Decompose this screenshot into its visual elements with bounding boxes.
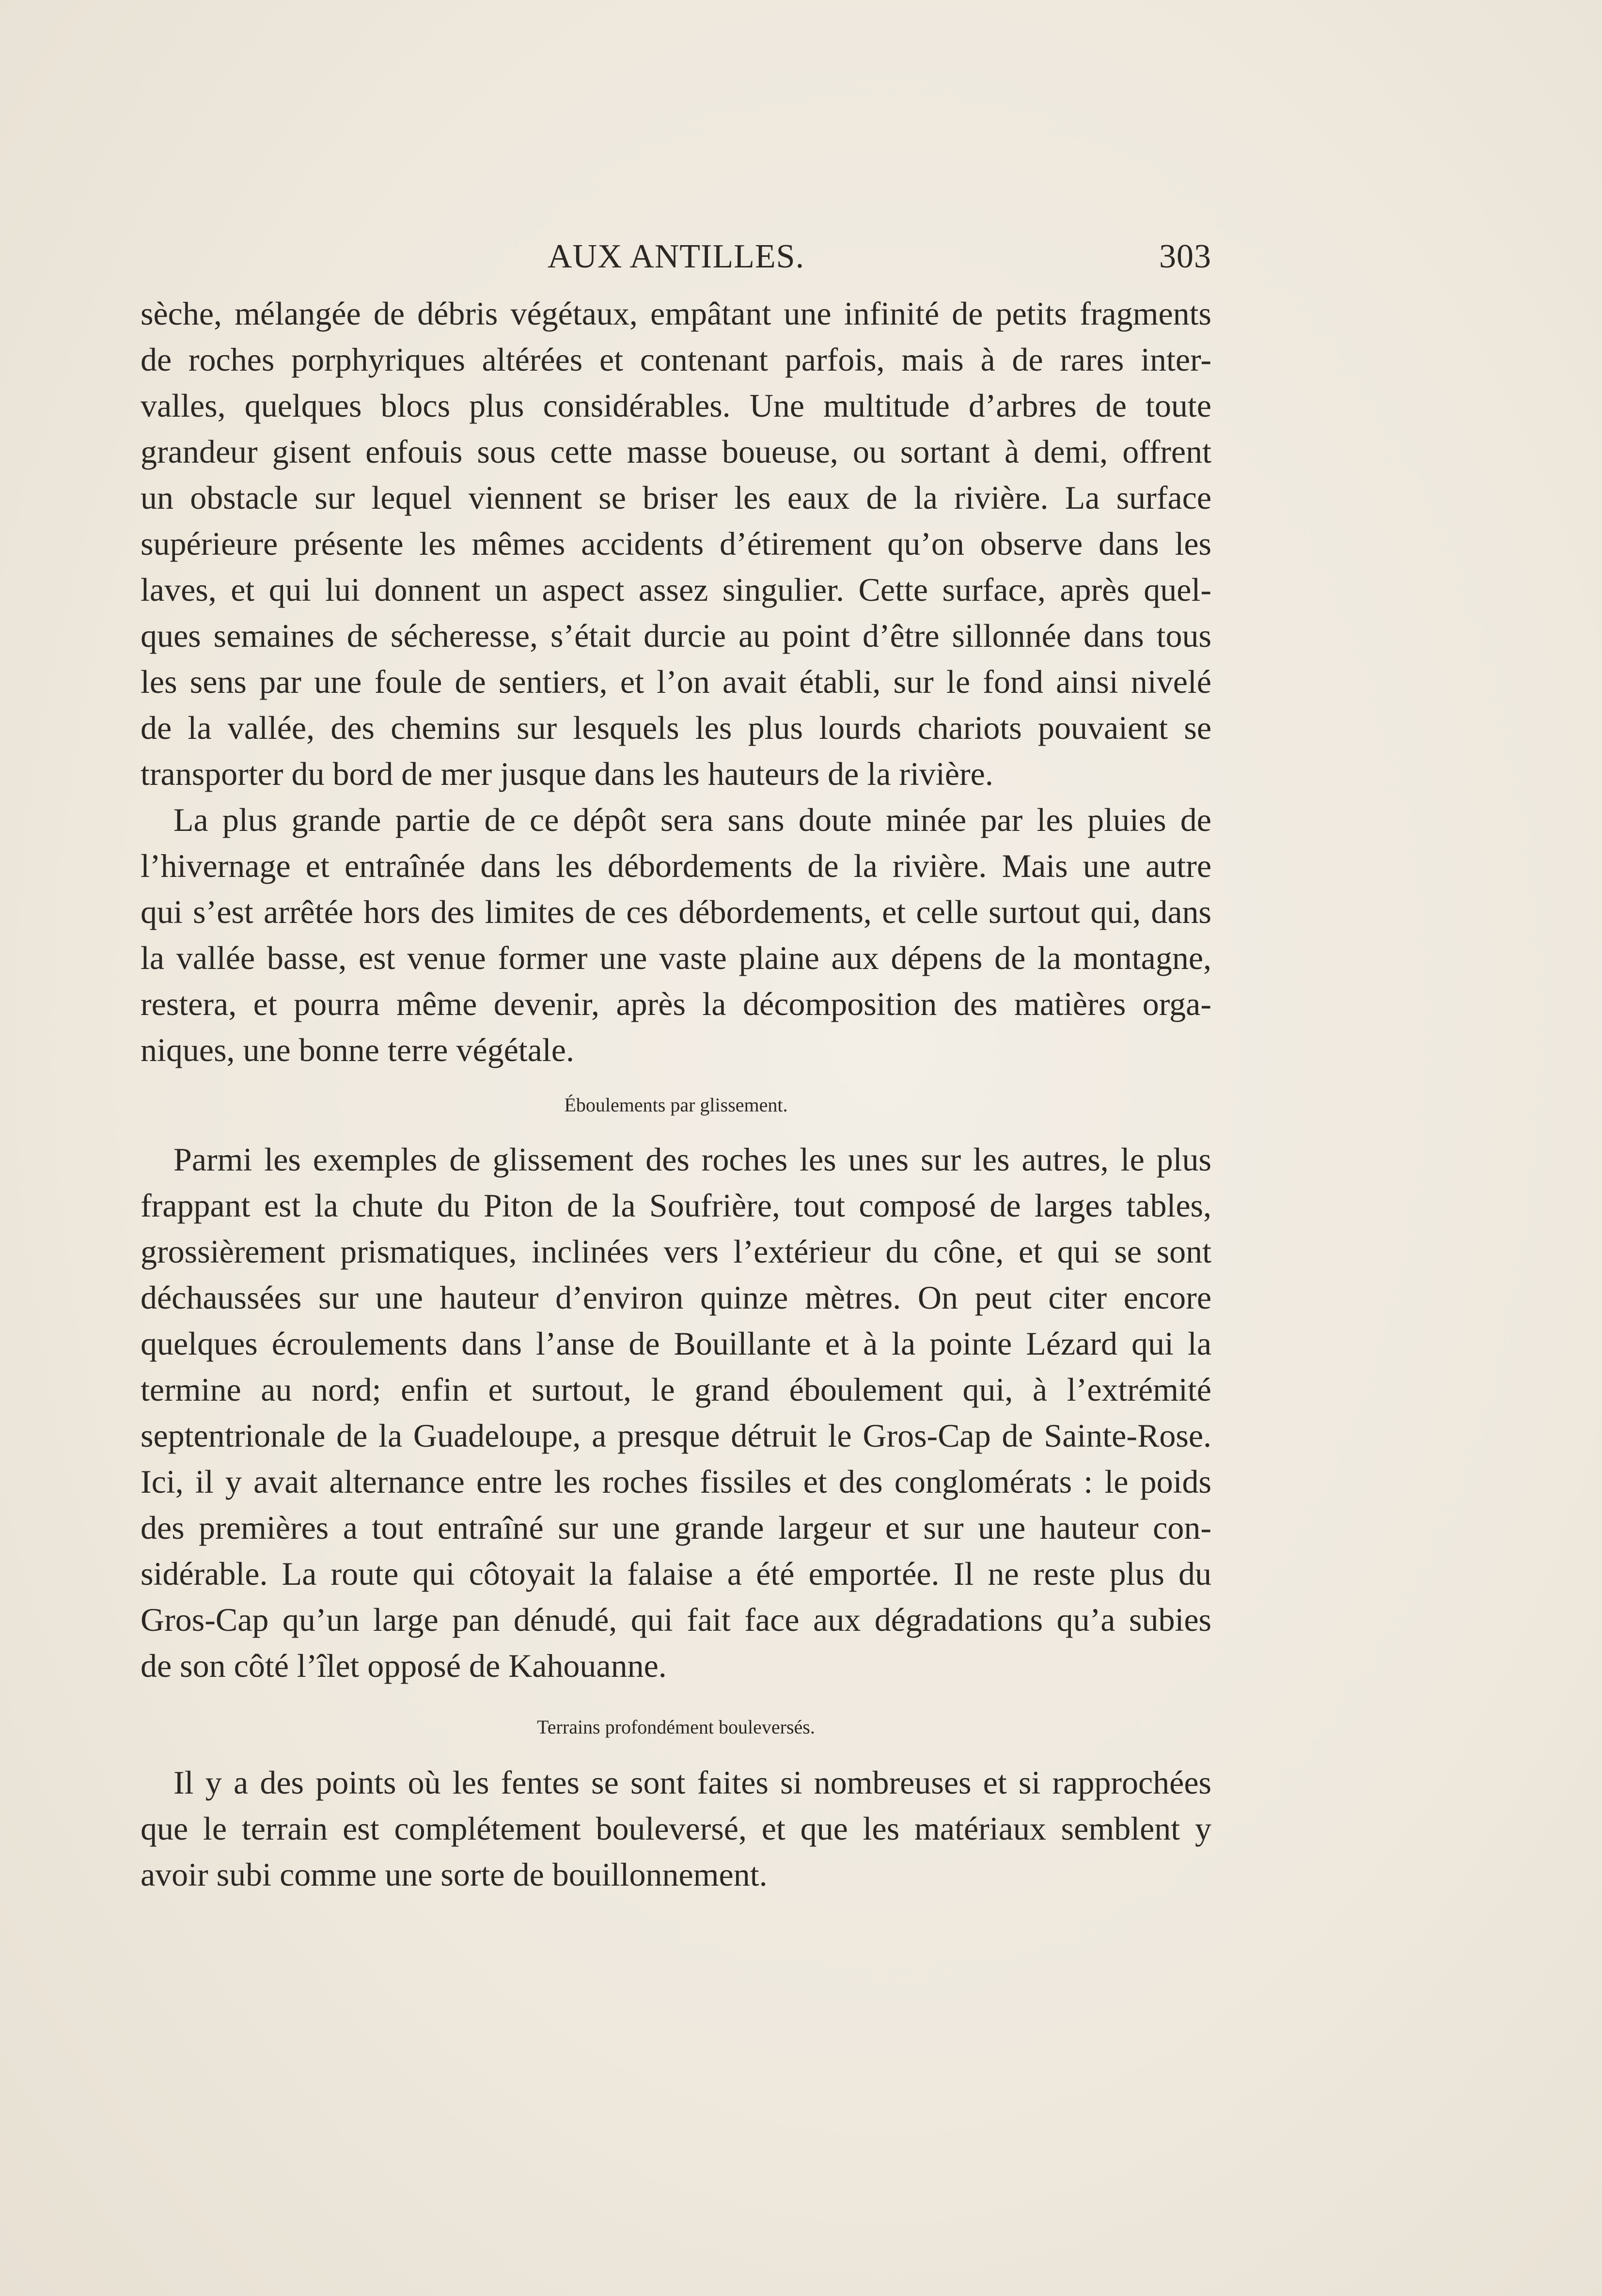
text-line: grossièrement prismatiques, inclinées vers l’extérieur du cône, et qui se sont <box>141 1233 1211 1270</box>
section-heading-eboulements: Éboulements par glissement. <box>564 1094 788 1116</box>
text-line: Ici, il y avait alternance entre les roches fissiles et des conglomérats : le poids <box>141 1463 1211 1500</box>
text-line: la vallée basse, est venue former une vaste plaine aux dépens de la montagne, <box>141 939 1211 976</box>
text-line: Il y a des points où les fentes se sont faites si nombreuses et si rapprochées <box>173 1764 1211 1801</box>
text-line: sèche, mélangée de débris végétaux, empâtant une infinité de petits fragments <box>141 295 1211 332</box>
text-line: transporter du bord de mer jusque dans les hauteurs de la rivière. <box>141 755 993 792</box>
text-line: qui s’est arrêtée hors des limites de ces débordements, et celle surtout qui, dans <box>141 893 1211 930</box>
text-line: déchaussées sur une hauteur d’environ quinze mètres. On peut citer encore <box>141 1279 1211 1316</box>
text-line: Parmi les exemples de glissement des roches les unes sur les autres, le plus <box>173 1141 1211 1178</box>
text-line: restera, et pourra même devenir, après la décomposition des matières orga- <box>141 985 1211 1022</box>
text-line: grandeur gisent enfouis sous cette masse boueuse, ou sortant à demi, offrent <box>141 433 1211 470</box>
text-block <box>141 237 1211 1898</box>
text-line: niques, une bonne terre végétale. <box>141 1031 574 1068</box>
text-line: un obstacle sur lequel viennent se briser les eaux de la rivière. La surface <box>141 479 1211 516</box>
text-line: l’hivernage et entraînée dans les débordements de la rivière. Mais une autre <box>141 847 1211 884</box>
running-head-title: AUX ANTILLES. <box>547 238 805 275</box>
text-line: les sens par une foule de sentiers, et l’on avait établi, sur le fond ainsi nivelé <box>141 663 1211 700</box>
text-line: septentrionale de la Guadeloupe, a presque détruit le Gros-Cap de Sainte-Rose. <box>141 1417 1211 1454</box>
text-line: ques semaines de sécheresse, s’était durcie au point d’être sillonnée dans tous <box>141 617 1211 654</box>
text-line: de roches porphyriques altérées et contenant parfois, mais à de rares inter- <box>141 341 1211 378</box>
text-line: sidérable. La route qui côtoyait la falaise a été emportée. Il ne reste plus du <box>141 1555 1211 1592</box>
paragraph-4 <box>141 1760 1211 1898</box>
text-line: Gros-Cap qu’un large pan dénudé, qui fait face aux dégradations qu’a subies <box>141 1601 1211 1638</box>
text-line: La plus grande partie de ce dépôt sera sans doute minée par les pluies de <box>173 801 1211 838</box>
section-heading-terrains: Terrains profondément bouleversés. <box>537 1716 815 1738</box>
text-line: supérieure présente les mêmes accidents d’étirement qu’on observe dans les <box>141 525 1211 562</box>
text-line: quelques écroulements dans l’anse de Bouillante et à la pointe Lézard qui la <box>141 1325 1211 1362</box>
text-line: avoir subi comme une sorte de bouillonnement. <box>141 1856 768 1893</box>
paragraph-2 <box>141 797 1211 1073</box>
paragraph-1 <box>141 291 1211 797</box>
text-line: valles, quelques blocs plus considérables. Une multitude d’arbres de toute <box>141 387 1211 424</box>
text-line: que le terrain est complétement bouleversé, et que les matériaux semblent y <box>141 1810 1211 1847</box>
text-line: des premières a tout entraîné sur une grande largeur et sur une hauteur con- <box>141 1509 1211 1546</box>
text-line: de son côté l’îlet opposé de Kahouanne. <box>141 1647 667 1684</box>
text-line: termine au nord; enfin et surtout, le grand éboulement qui, à l’extrémité <box>141 1371 1211 1408</box>
running-head <box>141 237 1211 291</box>
page-number: 303 <box>1159 238 1211 275</box>
text-line: frappant est la chute du Piton de la Soufrière, tout composé de larges tables, <box>141 1187 1211 1224</box>
text-line: laves, et qui lui donnent un aspect assez singulier. Cette surface, après quel- <box>141 571 1211 608</box>
paragraph-3 <box>141 1137 1211 1689</box>
text-line: de la vallée, des chemins sur lesquels les plus lourds chariots pouvaient se <box>141 709 1211 746</box>
